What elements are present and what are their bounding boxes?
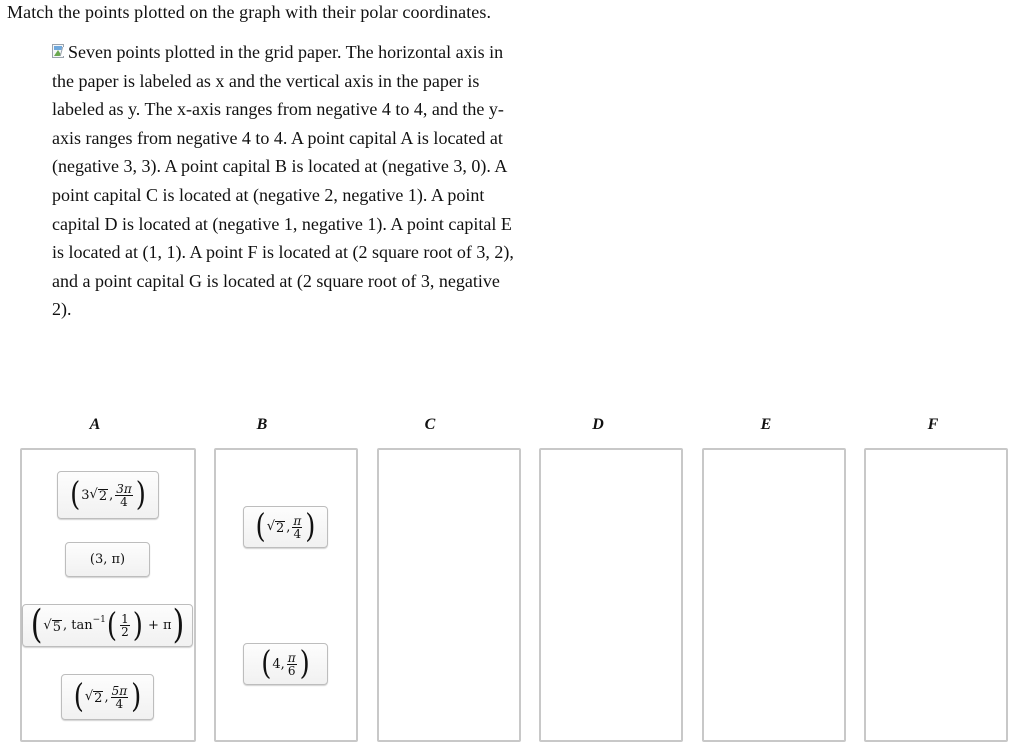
drop-zone-c[interactable] [377, 448, 521, 742]
drop-zone-e[interactable] [702, 448, 846, 742]
column-header-a: A [89, 416, 101, 433]
drop-zone-d[interactable] [539, 448, 683, 742]
question-instruction: Match the points plotted on the graph with their polar coordinates. [7, 2, 492, 22]
answer-tile[interactable]: (3, π) [65, 542, 150, 577]
graph-image-alt-text [52, 38, 522, 324]
column-header-e: E [760, 416, 772, 433]
broken-image-icon [52, 44, 67, 59]
column-header-d: D [592, 416, 604, 433]
column-header-c: C [424, 416, 436, 433]
answer-tile[interactable]: ( √ 5 , tan −1 ( $\frac{1}{2}$ ) + π ) [22, 604, 193, 647]
drop-zone-f[interactable] [864, 448, 1008, 742]
column-header-f: F [927, 416, 939, 433]
drop-zone-b[interactable] [214, 448, 358, 742]
answer-tile[interactable]: ( √ 2 , $\frac{5\pi}{4}$ ) [61, 674, 154, 720]
answer-tile[interactable]: ( 3 √ 2 , $\frac{3\pi}{4}$ ) [57, 471, 159, 519]
image-alt-text: Seven points plotted in the grid paper. The horizontal axis in the paper is labeled as x and the vertical axis in the paper is labeled as y. The x-axis ranges from negative 4 to 4, and the y-axis ranges from negative 4 to 4. A point capital A is located at (negative 3, 3). A point capital B is located at (negative 3, 0). A point capital C is located at (negative 2, negative 1). A point capital D is located at (negative 1, negative 1). A point capital E is located at (1, 1). A point F is located at (2 square root of 3, 2), and a point capital G is located at (2 square root of 3, negative 2). [52, 42, 514, 320]
column-header-b: B [256, 416, 268, 433]
answer-tile[interactable]: ( √ 2 , $\frac{\pi}{4}$ ) [243, 506, 328, 548]
answer-tile[interactable]: ( 4 , $\frac{\pi}{6}$ ) [243, 643, 328, 685]
